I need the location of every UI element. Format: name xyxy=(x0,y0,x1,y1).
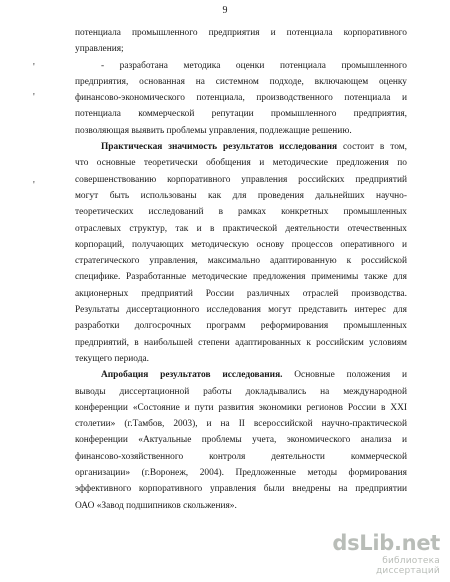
section-heading-approbation: Апробация результатов исследования. xyxy=(101,370,283,381)
text-line: теоретических исследований в рамках конкретных промышленных xyxy=(75,207,407,218)
text-line: предприятий, в наибольшей степени адаптированных к российским условиям xyxy=(75,337,407,348)
text-line: организации» (г.Воронеж, 2004). Предложенные методы формирования xyxy=(75,468,407,479)
text-line xyxy=(75,139,407,155)
section-heading-practical: Практическая значимость результатов исследования xyxy=(101,142,338,153)
text-line: Результаты диссертационного исследования могут представить интерес для xyxy=(75,305,407,316)
page-number: 9 xyxy=(222,5,228,16)
text-line: предприятия, основанная на системном подходе, включающем оценку xyxy=(75,76,407,87)
text-span: состоит в том, xyxy=(337,142,407,153)
text-line: конференции «Актуальные проблемы учета, экономического анализа и xyxy=(75,435,407,446)
text-line xyxy=(75,367,407,383)
text-line: отраслевых структур, так и в практической деятельности отечественных xyxy=(75,223,407,234)
text-line: ОАО «Завод подшипников скольжения». xyxy=(75,500,237,511)
margin-mark: ' xyxy=(33,180,35,191)
watermark-tagline: библиотека диссертаций xyxy=(375,556,440,576)
watermark-logo xyxy=(320,532,440,576)
text-line: финансово-экономического потенциала, производственного потенциала и xyxy=(75,93,407,104)
text-line: акционерных предприятий России различных отраслей производства. xyxy=(75,288,407,299)
text-line: корпораций, получающих методическую основу процессов оперативного и xyxy=(75,239,407,250)
document-body xyxy=(75,25,407,514)
text-line: могут быть использованы как для проведения дальнейших научно- xyxy=(75,190,407,201)
margin-mark: ' xyxy=(33,62,35,73)
text-line: столетии» (г.Тамбов, 2003), и на II всероссийской научно-практической xyxy=(75,419,407,430)
text-line: - разработана методика оценки потенциала промышленного xyxy=(101,60,407,71)
text-line: потенциала промышленного предприятия и потенциала корпоративного xyxy=(75,28,407,38)
watermark-brand: dsLib.net xyxy=(332,531,440,555)
text-line: текущего периода. xyxy=(75,353,149,364)
text-line: что основные теоретически обобщения и методические предложения по xyxy=(75,158,407,169)
margin-mark: ' xyxy=(33,92,35,103)
text-line: управления; xyxy=(75,44,124,55)
text-span: Основные положения и xyxy=(282,370,407,381)
text-line: конференции «Состояние и пути развития экономики регионов России в XXI xyxy=(75,402,407,413)
text-line: разработки долгосрочных программ реформирования промышленных xyxy=(75,321,407,332)
text-line: специфике. Разработанные методические предложения применимы также для xyxy=(75,272,407,283)
text-line: стратегического управления, максимально адаптированную к российской xyxy=(75,256,407,267)
text-line: финансово-хозяйственного контроля деятельности коммерческой xyxy=(75,451,407,462)
text-line: совершенствованию корпоративного управления российских предприятий xyxy=(75,174,407,185)
text-line: потенциала коммерческой репутации промышленного предприятия, xyxy=(75,109,407,120)
text-line: позволяющая выявить проблемы управления, подлежащие решению. xyxy=(75,125,352,136)
text-line: эффективного корпоративного управления были внедрены на предприятии xyxy=(75,484,407,495)
text-line: выводы диссертационной работы докладывались на международной xyxy=(75,386,407,397)
